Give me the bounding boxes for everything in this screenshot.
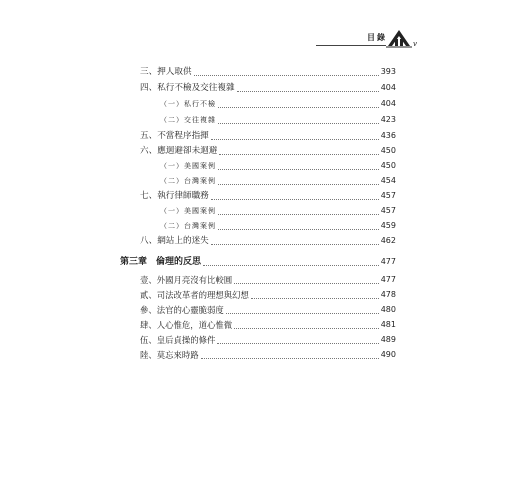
toc-entry-label: 參、法官的心靈脆弱度	[140, 305, 224, 315]
toc-entry-label: 貳、司法改革者的理想與幻想	[140, 290, 249, 300]
toc-entry	[140, 80, 396, 96]
toc-entry-page: 477	[380, 275, 396, 284]
dot-leader	[211, 199, 379, 200]
toc-entry-page: 450	[380, 161, 396, 170]
toc-entry-label: 八、網站上的迷失	[140, 236, 209, 246]
toc-entry-label: 三、押人取供	[140, 67, 192, 77]
toc-subentry	[160, 203, 396, 219]
toc-entry-label: （一）美國案例	[160, 162, 216, 170]
toc-subentry	[160, 96, 396, 112]
toc-entry-page: 478	[380, 290, 396, 299]
toc-section	[140, 287, 396, 303]
toc-entry-page: 404	[380, 99, 396, 108]
dot-leader	[234, 328, 379, 329]
dot-leader	[218, 107, 379, 108]
toc-entry-page: 480	[380, 305, 396, 314]
toc-entry-page: 457	[380, 191, 396, 200]
toc-entry-label: （二）台灣案例	[160, 177, 216, 185]
toc-entry-label: 壹、外國月亮沒有比較圓	[140, 275, 233, 285]
toc-section	[140, 272, 396, 288]
toc-section	[140, 332, 396, 348]
toc-entry-label: 陸、莫忘來時路	[140, 350, 199, 360]
toc-entry-page: 490	[380, 350, 396, 359]
toc-entry	[140, 128, 396, 144]
toc-entry-label: 第三章 倫理的反思	[120, 257, 202, 267]
toc-entry-page: 457	[380, 206, 396, 215]
header-page-number: v	[413, 40, 417, 48]
toc-entry-page: 454	[380, 176, 396, 185]
dot-leader	[218, 123, 379, 124]
toc-entry-label: 肆、人心惟危，道心惟微	[140, 320, 233, 330]
toc-entry-page: 462	[380, 236, 396, 245]
dot-leader	[219, 154, 378, 155]
dot-leader	[211, 139, 379, 140]
toc-entry	[140, 233, 396, 249]
dot-leader	[234, 283, 379, 284]
toc-entry-page: 436	[380, 131, 396, 140]
dot-leader	[237, 91, 379, 92]
toc-entry-label: 六、應迴避卻未迴避	[140, 146, 218, 156]
dot-leader	[218, 229, 379, 230]
dot-leader	[218, 184, 379, 185]
toc-chapter	[120, 254, 396, 270]
toc-entry-label: 伍、皇后貞操的條件	[140, 335, 216, 345]
toc-subentry	[160, 173, 396, 189]
dot-leader	[211, 244, 379, 245]
dot-leader	[201, 358, 379, 359]
toc-entry-label: 七、執行律師職務	[140, 191, 209, 201]
toc-entry-page: 404	[380, 83, 396, 92]
toc-entry	[140, 188, 396, 204]
toc-entry-page: 481	[380, 320, 396, 329]
toc-section	[140, 317, 396, 333]
toc-entry-label: 五、不當程序指揮	[140, 131, 209, 141]
dot-leader	[218, 214, 379, 215]
toc-entry-page: 423	[380, 115, 396, 124]
toc-entry-label: （一）私行不檢	[160, 100, 216, 108]
dot-leader	[226, 313, 379, 314]
dot-leader	[251, 298, 379, 299]
dot-leader	[217, 343, 378, 344]
toc-entry-label: 四、私行不檢及交往複雜	[140, 83, 235, 93]
toc-entry-page: 477	[380, 257, 396, 266]
book-logo-icon	[386, 26, 412, 48]
dot-leader	[218, 169, 379, 170]
dot-leader	[203, 265, 379, 266]
toc-entry-label: （一）美國案例	[160, 207, 216, 215]
toc-entry-label: （二）台灣案例	[160, 222, 216, 230]
header-label: 目錄	[367, 33, 387, 42]
toc-subentry	[160, 112, 396, 128]
toc-entry-label: （二）交往複雜	[160, 116, 216, 124]
toc-section	[140, 302, 396, 318]
toc-subentry	[160, 158, 396, 174]
toc-subentry	[160, 218, 396, 234]
toc-entry-page: 459	[380, 221, 396, 230]
toc-entry	[140, 64, 396, 80]
header-rule	[316, 45, 386, 46]
toc-entry-page: 393	[380, 67, 396, 76]
toc-entry	[140, 143, 396, 159]
toc-entry-page: 450	[380, 146, 396, 155]
toc-section	[140, 347, 396, 363]
dot-leader	[194, 75, 379, 76]
toc-entry-page: 489	[380, 335, 396, 344]
